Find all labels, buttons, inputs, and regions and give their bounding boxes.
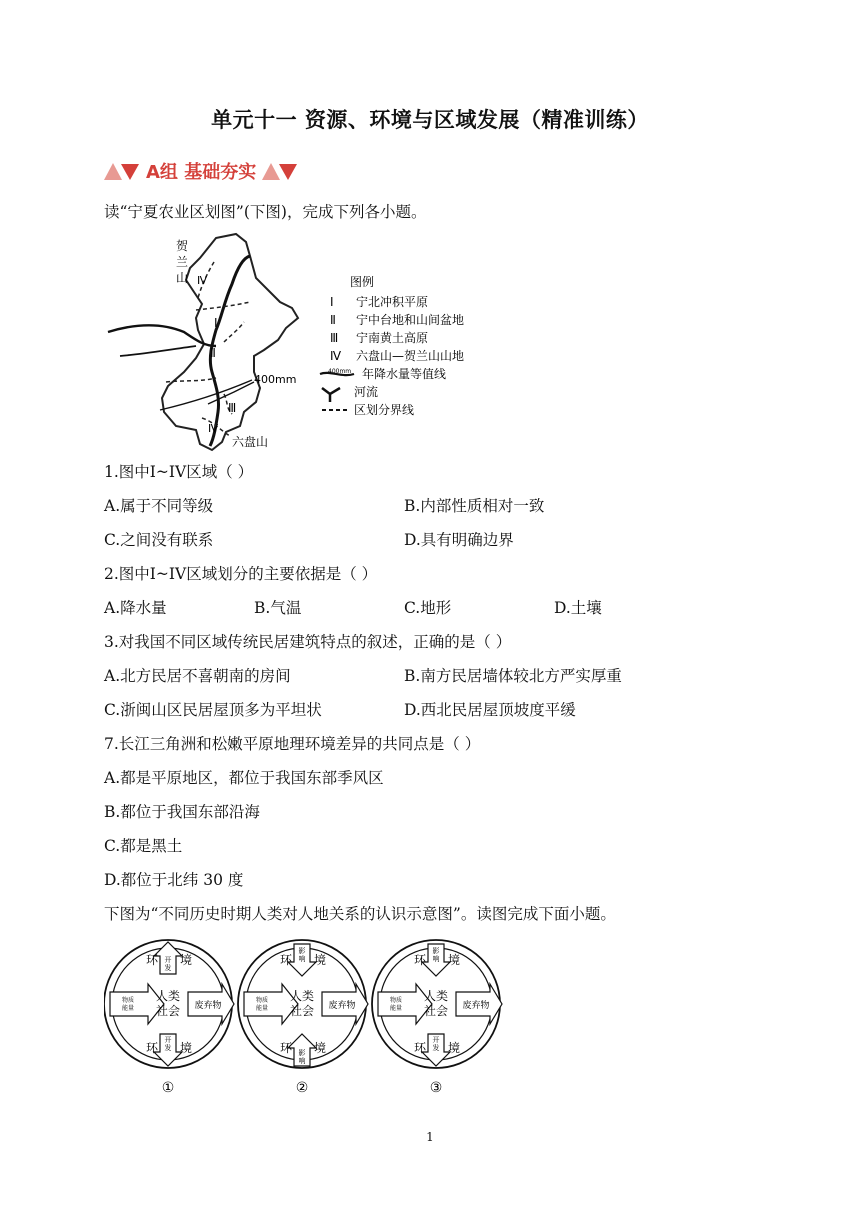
q2-stem: 2.图中I~IV区域划分的主要依据是（ ）: [104, 565, 378, 583]
legend-text-3: 宁南黄土高原: [356, 331, 429, 345]
d3-box-left-2: 能量: [389, 1005, 403, 1012]
d3-center-2: 社会: [423, 1004, 449, 1018]
legend-sym-2: Ⅱ: [330, 313, 336, 327]
q1-stem: 1.图中I~IV区域（ ）: [104, 463, 254, 481]
q3-option-d: D.西北民居屋顶坡度平缓: [404, 701, 576, 719]
q3-option-a: A.北方民居不喜朝南的房间: [104, 667, 291, 685]
d1-center-1: 人类: [155, 989, 181, 1003]
d3-center-1: 人类: [423, 989, 449, 1003]
d2-env-left: 环: [280, 953, 293, 967]
d3-box-right: 废弃物: [462, 1001, 490, 1011]
q1-option-a: A.属于不同等级: [104, 497, 214, 515]
d2-env-right: 境: [314, 953, 327, 967]
legend-text-6: 河流: [354, 385, 379, 399]
d1-center-2: 社会: [155, 1004, 181, 1018]
legend-sym-5: 400mm: [328, 368, 352, 375]
section-header: [104, 158, 298, 184]
d1-bottom-arrow-1: 开: [164, 1036, 172, 1044]
q3-stem: 3.对我国不同区域传统民居建筑特点的叙述，正确的是（ ）: [104, 633, 512, 651]
q3-option-b: B.南方民居墙体较北方严实厚重: [404, 667, 622, 685]
intro-map: 读“宁夏农业区划图”(下图)，完成下列各小题。: [104, 203, 427, 221]
d1-bottom-arrow-2: 发: [164, 1044, 172, 1052]
d3-top-arrow-1: 影: [432, 947, 440, 955]
q3-option-c: C.浙闽山区民居屋顶多为平坦状: [104, 701, 322, 719]
q7-option-d: D.都位于北纬 30 度: [104, 871, 244, 889]
d3-env-left: 环: [414, 953, 427, 967]
map-region-iv-south: Ⅳ: [208, 422, 219, 435]
d3-bottom-arrow-2: 发: [432, 1044, 440, 1052]
legend-text-4: 六盘山—贺兰山山地: [356, 349, 465, 363]
legend-text-1: 宁北冲积平原: [356, 295, 429, 309]
d3-top-arrow-2: 响: [432, 955, 440, 963]
map-isoline-label: 400mm: [254, 373, 297, 386]
d1-box-left-2: 能量: [121, 1005, 135, 1012]
d2-box-right: 废弃物: [328, 1001, 356, 1011]
section-label: A组 基础夯实: [146, 162, 257, 183]
map-region-i: Ⅰ: [214, 316, 218, 330]
q1-option-d: D.具有明确边界: [404, 531, 514, 549]
d1-top-arrow-1: 开: [164, 956, 172, 964]
q1-option-b: B.内部性质相对一致: [404, 497, 545, 515]
section-right-triangles-icon: [262, 161, 298, 181]
map-mountain-shan: 山: [176, 271, 189, 285]
d2-env-left-bottom: 环: [280, 1041, 293, 1055]
map-region-iv-north: Ⅳ: [197, 274, 208, 287]
q1-option-c: C.之间没有联系: [104, 531, 214, 549]
map-mountain-lan: 兰: [176, 255, 189, 269]
d2-center-2: 社会: [289, 1004, 315, 1018]
map-mountain-liupan: 六盘山: [232, 435, 269, 449]
legend-title: 图例: [350, 275, 375, 289]
d2-box-left-1: 物质: [255, 997, 269, 1004]
d1-box-left-1: 物质: [121, 997, 135, 1004]
section-left-triangles-icon: [104, 161, 140, 181]
d1-box-right: 废弃物: [194, 1001, 222, 1011]
d1-env-left: 环: [146, 953, 159, 967]
q2-option-d: D.土壤: [554, 599, 602, 617]
d2-bottom-arrow-1: 影: [298, 1049, 306, 1057]
legend-text-2: 宁中台地和山间盆地: [356, 313, 465, 327]
diagram-label-2: ②: [295, 1080, 309, 1096]
legend-sym-4: Ⅳ: [330, 349, 342, 363]
ningxia-map: [104, 232, 484, 454]
legend-text-7: 区划分界线: [354, 403, 415, 417]
q7-option-b: B.都位于我国东部沿海: [104, 803, 260, 821]
map-region-iii: Ⅲ: [228, 401, 237, 415]
q2-option-a: A.降水量: [104, 599, 167, 617]
human-environment-diagrams: [104, 938, 524, 1100]
map-mountain-he: 贺: [176, 239, 189, 253]
d3-box-left-1: 物质: [389, 997, 403, 1004]
intro-circles: 下图为“不同历史时期人类对人地关系的认识示意图”。读图完成下面小题。: [104, 905, 616, 923]
q2-option-c: C.地形: [404, 599, 452, 617]
d3-env-right: 境: [448, 953, 461, 967]
legend-sym-3: Ⅲ: [330, 331, 339, 345]
d1-top-arrow-2: 发: [164, 964, 172, 972]
d3-env-left-bottom: 环: [414, 1041, 427, 1055]
d2-bottom-arrow-2: 响: [298, 1057, 306, 1065]
legend-text-5: 年降水量等值线: [362, 367, 447, 381]
diagram-label-1: ①: [161, 1080, 175, 1096]
d2-box-left-2: 能量: [255, 1005, 269, 1012]
d1-env-right: 境: [180, 953, 193, 967]
legend-sym-1: Ⅰ: [330, 295, 334, 309]
d3-bottom-arrow-1: 开: [432, 1036, 440, 1044]
q7-stem: 7.长江三角洲和松嫩平原地理环境差异的共同点是（ ）: [104, 735, 481, 753]
d2-top-arrow-2: 响: [298, 955, 306, 963]
d2-env-right-bottom: 境: [314, 1041, 327, 1055]
q2-option-b: B.气温: [254, 599, 302, 617]
map-region-ii: Ⅱ: [210, 346, 216, 360]
q7-option-a: A.都是平原地区，都位于我国东部季风区: [104, 769, 384, 787]
d3-env-right-bottom: 境: [448, 1041, 461, 1055]
diagram-label-3: ③: [429, 1080, 443, 1096]
q7-option-c: C.都是黑土: [104, 837, 183, 855]
d2-center-1: 人类: [289, 989, 315, 1003]
d1-env-right-bottom: 境: [180, 1041, 193, 1055]
page-number: 1: [426, 1130, 434, 1144]
d1-env-left-bottom: 环: [146, 1041, 159, 1055]
page-title: 单元十一 资源、环境与区域发展（精准训练）: [211, 108, 649, 132]
d2-top-arrow-1: 影: [298, 947, 306, 955]
